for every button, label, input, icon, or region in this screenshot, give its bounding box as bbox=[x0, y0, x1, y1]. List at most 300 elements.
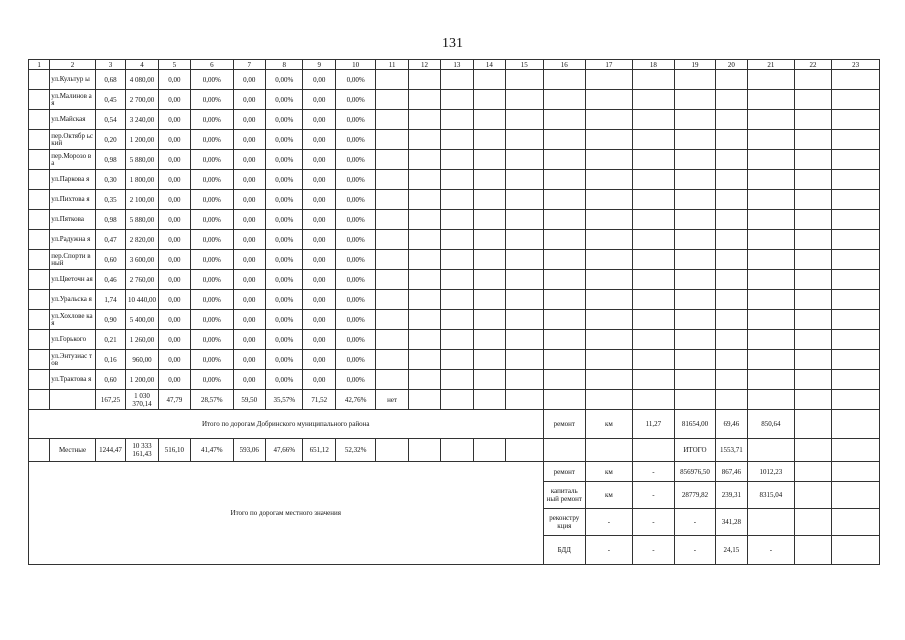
column-header: 13 bbox=[441, 60, 473, 70]
table-cell: - bbox=[748, 536, 795, 565]
table-cell: 0,00% bbox=[266, 90, 303, 110]
table-cell bbox=[441, 110, 473, 130]
table-cell: 1553,71 bbox=[715, 439, 747, 462]
table-cell bbox=[748, 310, 795, 330]
table-cell bbox=[794, 536, 831, 565]
table-cell bbox=[832, 130, 880, 150]
column-header: 1 bbox=[29, 60, 50, 70]
table-cell: 59,50 bbox=[233, 390, 265, 410]
table-cell bbox=[832, 230, 880, 250]
table-cell bbox=[832, 310, 880, 330]
street-name: ул.Хохлове кая bbox=[50, 310, 96, 330]
street-row bbox=[29, 330, 880, 350]
table-cell bbox=[376, 350, 408, 370]
table-cell: 0,00 bbox=[303, 70, 335, 90]
table-cell: 0,00% bbox=[335, 70, 376, 90]
table-cell bbox=[632, 170, 675, 190]
table-cell bbox=[543, 170, 586, 190]
table-cell bbox=[408, 150, 440, 170]
table-cell bbox=[543, 70, 586, 90]
table-cell: 0,00 bbox=[233, 370, 265, 390]
table-cell bbox=[832, 250, 880, 270]
table-cell bbox=[506, 390, 543, 410]
table-cell bbox=[29, 270, 50, 290]
column-header: 19 bbox=[675, 60, 716, 70]
street-name: пер.Спорти вный bbox=[50, 250, 96, 270]
column-header: 15 bbox=[506, 60, 543, 70]
table-cell: 0,00% bbox=[191, 330, 234, 350]
column-header: 2 bbox=[50, 60, 96, 70]
table-cell: 0,00 bbox=[233, 190, 265, 210]
table-cell bbox=[441, 150, 473, 170]
table-cell bbox=[376, 190, 408, 210]
table-cell: 0,00% bbox=[266, 310, 303, 330]
table-cell bbox=[632, 210, 675, 230]
table-cell bbox=[832, 536, 880, 565]
table-cell bbox=[794, 190, 831, 210]
table-cell bbox=[586, 190, 633, 210]
table-cell: 0,00 bbox=[303, 110, 335, 130]
table-cell bbox=[29, 70, 50, 90]
table-cell: 10 333 161,43 bbox=[126, 439, 158, 462]
table-cell bbox=[832, 150, 880, 170]
table-cell bbox=[832, 170, 880, 190]
street-name: ул.Пихтова я bbox=[50, 190, 96, 210]
table-cell: 47,79 bbox=[158, 390, 190, 410]
column-header: 22 bbox=[794, 60, 831, 70]
street-row bbox=[29, 290, 880, 310]
table-cell bbox=[748, 70, 795, 90]
table-cell: 0,00 bbox=[233, 110, 265, 130]
table-cell bbox=[748, 330, 795, 350]
table-cell: 0,00 bbox=[303, 90, 335, 110]
table-cell bbox=[632, 350, 675, 370]
table-cell bbox=[543, 270, 586, 290]
column-header: 5 bbox=[158, 60, 190, 70]
table-cell: 0,00% bbox=[335, 250, 376, 270]
table-cell: 0,00 bbox=[233, 130, 265, 150]
table-cell bbox=[29, 130, 50, 150]
table-cell bbox=[408, 310, 440, 330]
street-row bbox=[29, 150, 880, 170]
table-cell: 0,00 bbox=[158, 150, 190, 170]
table-cell bbox=[715, 130, 747, 150]
table-cell bbox=[376, 250, 408, 270]
table-cell bbox=[586, 310, 633, 330]
table-cell: 1 200,00 bbox=[126, 370, 158, 390]
table-cell bbox=[543, 290, 586, 310]
table-cell bbox=[376, 230, 408, 250]
street-name: ул.Энтузиас тов bbox=[50, 350, 96, 370]
subtotal-row bbox=[29, 390, 880, 410]
table-cell: 0,00% bbox=[266, 290, 303, 310]
table-cell bbox=[408, 110, 440, 130]
table-cell bbox=[441, 390, 473, 410]
table-cell: 341,28 bbox=[715, 509, 747, 536]
table-cell: км bbox=[586, 410, 633, 439]
table-cell bbox=[632, 150, 675, 170]
column-header: 11 bbox=[376, 60, 408, 70]
table-cell bbox=[473, 350, 505, 370]
table-cell: 0,00 bbox=[158, 350, 190, 370]
table-cell bbox=[715, 250, 747, 270]
table-cell: 0,00 bbox=[158, 290, 190, 310]
local-total-row bbox=[29, 462, 880, 482]
table-cell bbox=[632, 390, 675, 410]
table-cell: 0,00% bbox=[191, 170, 234, 190]
table-cell: - bbox=[632, 462, 675, 482]
table-cell bbox=[794, 270, 831, 290]
table-cell bbox=[506, 70, 543, 90]
table-cell bbox=[832, 110, 880, 130]
table-cell bbox=[586, 70, 633, 90]
table-cell: 0,00% bbox=[191, 290, 234, 310]
table-cell bbox=[376, 170, 408, 190]
table-cell bbox=[794, 210, 831, 230]
table-cell: 0,00% bbox=[335, 310, 376, 330]
table-cell: 0,00% bbox=[191, 370, 234, 390]
street-row bbox=[29, 90, 880, 110]
table-cell bbox=[473, 190, 505, 210]
table-cell: 1,74 bbox=[95, 290, 125, 310]
table-cell: 0,00% bbox=[266, 270, 303, 290]
table-cell bbox=[632, 330, 675, 350]
table-cell bbox=[832, 190, 880, 210]
table-cell: 0,00 bbox=[303, 350, 335, 370]
table-cell: 0,00 bbox=[233, 70, 265, 90]
table-cell bbox=[632, 110, 675, 130]
table-cell: 239,31 bbox=[715, 482, 747, 509]
table-cell bbox=[632, 250, 675, 270]
table-cell: 2 100,00 bbox=[126, 190, 158, 210]
table-cell bbox=[543, 439, 586, 462]
table-cell: - bbox=[675, 509, 716, 536]
table-cell bbox=[543, 150, 586, 170]
table-cell bbox=[543, 250, 586, 270]
table-cell: 0,00 bbox=[233, 90, 265, 110]
table-cell bbox=[586, 370, 633, 390]
table-cell bbox=[376, 330, 408, 350]
table-cell: - bbox=[632, 536, 675, 565]
table-cell bbox=[675, 230, 716, 250]
page-number: 131 bbox=[442, 36, 463, 51]
table-cell bbox=[748, 130, 795, 150]
street-name: ул.Культур ы bbox=[50, 70, 96, 90]
table-cell bbox=[832, 70, 880, 90]
table-cell bbox=[715, 170, 747, 190]
column-header: 4 bbox=[126, 60, 158, 70]
table-cell bbox=[832, 210, 880, 230]
table-cell: 0,00% bbox=[335, 290, 376, 310]
column-header: 18 bbox=[632, 60, 675, 70]
table-cell bbox=[794, 390, 831, 410]
table-cell bbox=[748, 370, 795, 390]
table-cell bbox=[543, 230, 586, 250]
table-cell bbox=[794, 462, 831, 482]
table-cell bbox=[29, 210, 50, 230]
table-cell: 1012,23 bbox=[748, 462, 795, 482]
table-cell bbox=[473, 370, 505, 390]
table-cell bbox=[632, 230, 675, 250]
table-cell bbox=[473, 230, 505, 250]
table-cell bbox=[408, 390, 440, 410]
table-cell bbox=[408, 90, 440, 110]
table-cell: 52,32% bbox=[335, 439, 376, 462]
table-cell bbox=[441, 439, 473, 462]
table-cell bbox=[441, 330, 473, 350]
table-cell: 850,64 bbox=[748, 410, 795, 439]
table-cell: 2 700,00 bbox=[126, 90, 158, 110]
table-cell bbox=[632, 439, 675, 462]
table-cell bbox=[715, 270, 747, 290]
table-cell bbox=[473, 250, 505, 270]
table-cell bbox=[376, 110, 408, 130]
table-cell bbox=[632, 130, 675, 150]
table-cell: 0,00 bbox=[158, 90, 190, 110]
table-cell: 28,57% bbox=[191, 390, 234, 410]
table-cell: 0,00 bbox=[233, 210, 265, 230]
street-name: ул.Горького bbox=[50, 330, 96, 350]
table-cell bbox=[506, 250, 543, 270]
table-cell bbox=[586, 230, 633, 250]
table-cell: 0,00 bbox=[233, 170, 265, 190]
table-cell: 0,00 bbox=[158, 70, 190, 90]
table-cell: 0,98 bbox=[95, 210, 125, 230]
table-cell bbox=[715, 150, 747, 170]
table-cell: - bbox=[675, 536, 716, 565]
table-cell bbox=[29, 190, 50, 210]
table-cell: 0,45 bbox=[95, 90, 125, 110]
table-cell bbox=[506, 350, 543, 370]
table-cell bbox=[29, 90, 50, 110]
table-cell bbox=[586, 150, 633, 170]
table-cell: 0,00 bbox=[303, 210, 335, 230]
table-cell bbox=[675, 90, 716, 110]
table-cell bbox=[506, 370, 543, 390]
table-cell bbox=[748, 270, 795, 290]
table-cell: 2 760,00 bbox=[126, 270, 158, 290]
table-cell: 0,68 bbox=[95, 70, 125, 90]
table-cell bbox=[441, 190, 473, 210]
table-cell bbox=[506, 150, 543, 170]
table-cell bbox=[506, 190, 543, 210]
table-cell bbox=[376, 70, 408, 90]
table-cell: 0,00 bbox=[303, 310, 335, 330]
table-cell bbox=[441, 210, 473, 230]
district-total-label: Итого по дорогам Добринского муниципального района bbox=[29, 410, 544, 439]
table-cell: 0,00 bbox=[303, 130, 335, 150]
table-cell bbox=[506, 90, 543, 110]
table-cell bbox=[675, 150, 716, 170]
table-cell bbox=[794, 290, 831, 310]
table-cell bbox=[794, 482, 831, 509]
table-cell bbox=[748, 350, 795, 370]
table-cell bbox=[376, 310, 408, 330]
table-cell: 0,30 bbox=[95, 170, 125, 190]
table-cell: 0,00% bbox=[191, 130, 234, 150]
table-cell: 3 240,00 bbox=[126, 110, 158, 130]
table-cell bbox=[586, 90, 633, 110]
table-cell bbox=[408, 370, 440, 390]
table-cell bbox=[441, 230, 473, 250]
table-cell bbox=[50, 390, 96, 410]
street-row bbox=[29, 170, 880, 190]
table-cell: ИТОГО bbox=[675, 439, 716, 462]
table-cell bbox=[586, 390, 633, 410]
table-cell: 0,00% bbox=[335, 370, 376, 390]
table-cell bbox=[441, 370, 473, 390]
table-cell: 0,00% bbox=[266, 210, 303, 230]
table-cell bbox=[506, 230, 543, 250]
table-cell: 0,00% bbox=[191, 230, 234, 250]
table-cell bbox=[675, 270, 716, 290]
table-cell bbox=[794, 310, 831, 330]
table-cell bbox=[408, 330, 440, 350]
table-cell: 0,00 bbox=[303, 170, 335, 190]
table-cell: 0,00% bbox=[266, 250, 303, 270]
table-cell: 0,00 bbox=[158, 370, 190, 390]
table-cell: 0,00% bbox=[191, 110, 234, 130]
table-cell bbox=[543, 130, 586, 150]
table-cell bbox=[715, 350, 747, 370]
table-cell bbox=[586, 270, 633, 290]
table-cell bbox=[29, 390, 50, 410]
table-cell: 0,00 bbox=[303, 250, 335, 270]
table-cell bbox=[675, 330, 716, 350]
table-cell: 0,00 bbox=[233, 290, 265, 310]
table-cell bbox=[794, 509, 831, 536]
table-cell bbox=[543, 390, 586, 410]
table-cell: капиталь ный ремонт bbox=[543, 482, 586, 509]
table-cell: 11,27 bbox=[632, 410, 675, 439]
table-cell bbox=[473, 390, 505, 410]
column-header: 14 bbox=[473, 60, 505, 70]
table-cell: 0,00% bbox=[335, 350, 376, 370]
table-cell: - bbox=[632, 482, 675, 509]
street-row bbox=[29, 210, 880, 230]
table-cell bbox=[376, 290, 408, 310]
table-cell bbox=[441, 90, 473, 110]
table-cell bbox=[632, 290, 675, 310]
table-cell bbox=[473, 110, 505, 130]
table-cell bbox=[506, 439, 543, 462]
table-cell: 2 820,00 bbox=[126, 230, 158, 250]
table-cell bbox=[506, 130, 543, 150]
table-cell bbox=[675, 250, 716, 270]
table-cell: 1 260,00 bbox=[126, 330, 158, 350]
table-cell bbox=[675, 310, 716, 330]
table-cell: 24,15 bbox=[715, 536, 747, 565]
table-cell: 5 400,00 bbox=[126, 310, 158, 330]
table-cell bbox=[794, 330, 831, 350]
table-cell: 0,00% bbox=[335, 130, 376, 150]
street-name: ул.Цветочн ая bbox=[50, 270, 96, 290]
table-cell bbox=[715, 70, 747, 90]
table-cell: 0,00 bbox=[158, 110, 190, 130]
table-cell: 0,00 bbox=[233, 330, 265, 350]
table-cell: 0,00% bbox=[191, 90, 234, 110]
table-cell bbox=[586, 439, 633, 462]
table-cell bbox=[832, 90, 880, 110]
column-header: 16 bbox=[543, 60, 586, 70]
table-cell bbox=[376, 150, 408, 170]
street-row bbox=[29, 130, 880, 150]
table-cell: ремонт bbox=[543, 410, 586, 439]
column-header: 20 bbox=[715, 60, 747, 70]
table-cell bbox=[794, 410, 831, 439]
table-cell bbox=[29, 350, 50, 370]
table-cell bbox=[715, 90, 747, 110]
table-cell bbox=[29, 230, 50, 250]
table-cell bbox=[715, 190, 747, 210]
local-total-label: Итого по дорогам местного значения bbox=[29, 462, 544, 565]
street-row bbox=[29, 310, 880, 330]
column-header: 3 bbox=[95, 60, 125, 70]
table-cell bbox=[408, 250, 440, 270]
table-cell: 0,21 bbox=[95, 330, 125, 350]
table-cell: 0,00% bbox=[335, 270, 376, 290]
table-cell: нет bbox=[376, 390, 408, 410]
table-cell: 0,00 bbox=[158, 210, 190, 230]
table-cell bbox=[473, 170, 505, 190]
table-cell: 651,12 bbox=[303, 439, 335, 462]
table-cell: Местные bbox=[50, 439, 96, 462]
table-cell bbox=[748, 150, 795, 170]
table-cell: 0,00 bbox=[233, 150, 265, 170]
table-cell: 0,00% bbox=[335, 150, 376, 170]
table-cell bbox=[441, 270, 473, 290]
table-cell: 0,00% bbox=[266, 170, 303, 190]
street-name: ул.Уральска я bbox=[50, 290, 96, 310]
table-cell bbox=[675, 370, 716, 390]
table-cell: 0,00 bbox=[233, 230, 265, 250]
table-cell: 35,57% bbox=[266, 390, 303, 410]
table-cell: 0,60 bbox=[95, 250, 125, 270]
column-header: 7 bbox=[233, 60, 265, 70]
header-row bbox=[29, 60, 880, 70]
table-cell bbox=[794, 70, 831, 90]
table-cell bbox=[586, 130, 633, 150]
table-cell bbox=[408, 230, 440, 250]
column-header: 8 bbox=[266, 60, 303, 70]
table-cell bbox=[794, 250, 831, 270]
table-cell: 0,00 bbox=[303, 370, 335, 390]
table-cell bbox=[632, 270, 675, 290]
table-cell bbox=[715, 290, 747, 310]
table-cell: 0,00 bbox=[158, 250, 190, 270]
table-cell bbox=[586, 290, 633, 310]
table-cell: 0,00% bbox=[266, 150, 303, 170]
table-cell: 0,00 bbox=[233, 310, 265, 330]
district-total-row bbox=[29, 410, 880, 439]
street-row bbox=[29, 370, 880, 390]
table-cell: - bbox=[586, 509, 633, 536]
table-cell bbox=[715, 230, 747, 250]
table-cell: 0,00 bbox=[303, 150, 335, 170]
table-cell bbox=[675, 70, 716, 90]
table-cell bbox=[473, 270, 505, 290]
table-cell bbox=[675, 290, 716, 310]
table-cell bbox=[473, 330, 505, 350]
street-row bbox=[29, 190, 880, 210]
table-cell: 0,00% bbox=[266, 370, 303, 390]
table-cell: 0,47 bbox=[95, 230, 125, 250]
table-cell bbox=[376, 439, 408, 462]
table-cell: 0,00% bbox=[266, 330, 303, 350]
table-cell: 0,00 bbox=[158, 270, 190, 290]
table-cell bbox=[506, 310, 543, 330]
table-cell: 0,00% bbox=[266, 70, 303, 90]
